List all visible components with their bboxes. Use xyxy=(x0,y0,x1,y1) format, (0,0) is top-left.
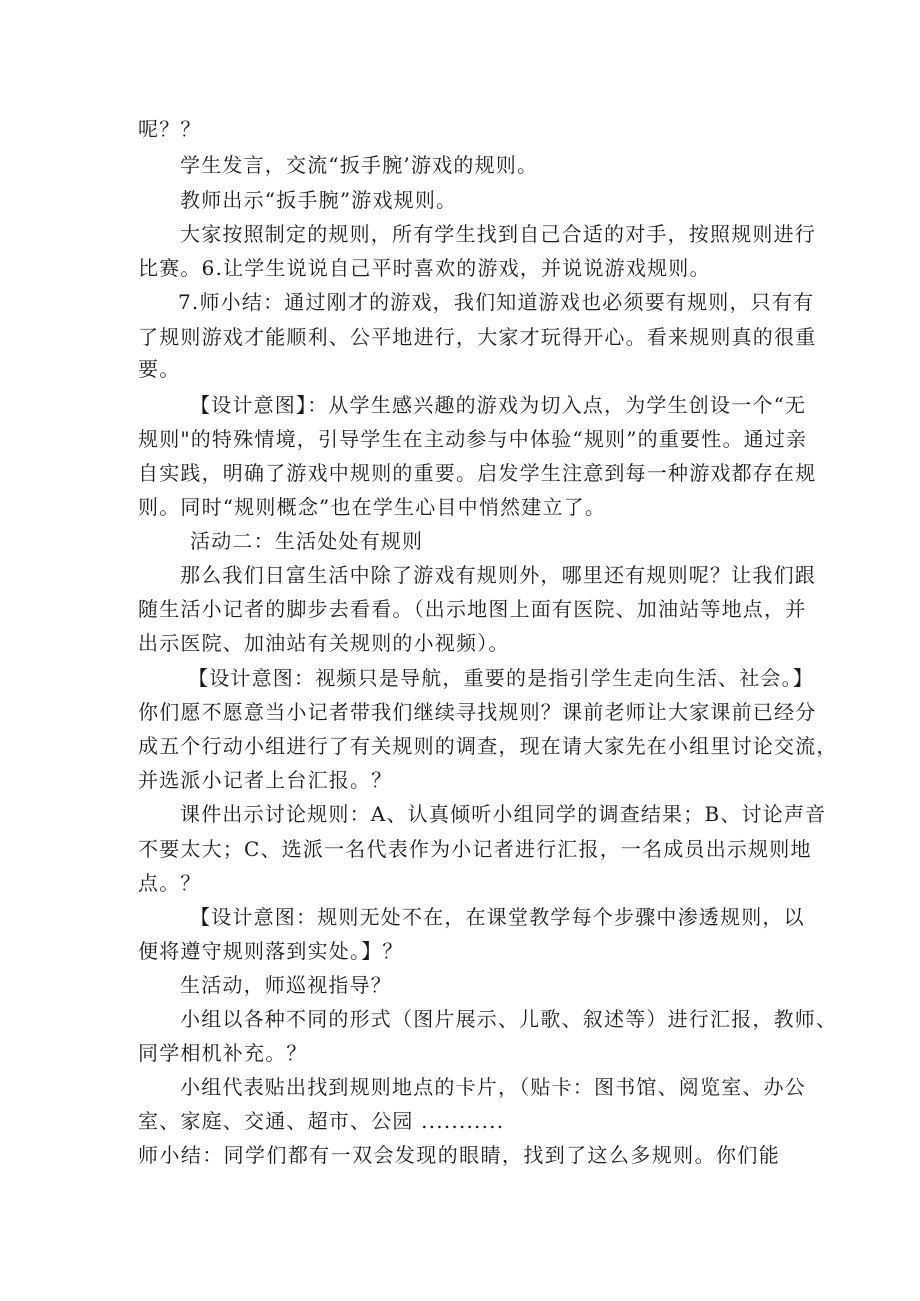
text-line: 呢？？ xyxy=(138,117,202,141)
text-line: 出示医院、加油站有关规则的小视频）。 xyxy=(138,631,510,655)
text-line: 【设计意图：视频只是导航，重要的是指引学生走向生活、社会。】 xyxy=(188,666,814,690)
text-line: 室、家庭、交通、超市、公园 ........... xyxy=(138,1109,505,1133)
text-line: 便将遵守规则落到实处。】？ xyxy=(138,939,404,963)
text-line: 自实践，明确了游戏中规则的重要。启发学生注意到每一种游戏都存在规 xyxy=(138,461,817,485)
text-line: 比赛。6.让学生说说自己平时喜欢的游戏，并说说游戏规则。 xyxy=(138,256,711,280)
text-line: 则。同时“规则概念”也在学生心目中悄然建立了。 xyxy=(138,495,607,519)
section-heading: 活动二：生活处处有规则 xyxy=(190,529,424,553)
text-line: 同学相机补充。？ xyxy=(138,1041,308,1065)
text-line: 规则"的特殊情境，引导学生在主动参与中体验“规则”的重要性。通过亲 xyxy=(138,427,808,451)
text-line: 并选派小记者上台汇报。？ xyxy=(138,768,393,792)
text-line: 学生发言，交流“扳手腕’游戏的规则。 xyxy=(180,153,539,177)
text-line: 小组代表贴出找到规则地点的卡片，（贴卡：图书馆、阅览室、办公 xyxy=(180,1075,806,1099)
text-line: 不要太大；C、选派一名代表作为小记者进行汇报，一名成员出示规则地 xyxy=(138,837,812,861)
text-line: 【设计意图：规则无处不在，在课堂教学每个步骤中渗透规则，以 xyxy=(190,905,805,929)
text-line: 随生活小记者的脚步去看看。（出示地图上面有医院、加油站等地点，并 xyxy=(138,597,807,621)
text-line: 7.师小结：通过刚才的游戏，我们知道游戏也必须要有规则，只有有 xyxy=(178,290,815,314)
text-line: 那么我们日富生活中除了游戏有规则外，哪里还有规则呢？让我们跟 xyxy=(180,563,816,587)
text-line: 了规则游戏才能顺利、公平地进行，大家才玩得开心。看来规则真的很重 xyxy=(138,325,817,349)
text-line: 教师出示“扳手腕”游戏规则。 xyxy=(180,188,458,212)
text-line: 要。 xyxy=(138,357,181,381)
text-line: 【设计意图】：从学生感兴趣的游戏为切入点，为学生创设一个“无 xyxy=(190,393,807,417)
text-line: 师小结：同学们都有一双会发现的眼睛，找到了这么多规则。你们能 xyxy=(138,1143,780,1167)
text-line: 大家按照制定的规则，所有学生找到自己合适的对手，按照规则进行 xyxy=(180,222,816,246)
text-line: 小组以各种不同的形式（图片展示、儿歌、叙述等）进行汇报，教师、 xyxy=(180,1007,838,1031)
text-line: 你们愿不愿意当小记者带我们继续寻找规则？课前老师让大家课前已经分 xyxy=(138,700,817,724)
text-line: 点。？ xyxy=(138,871,202,895)
text-line: 课件出示讨论规则：A、认真倾听小组同学的调查结果；B、讨论声音 xyxy=(180,802,827,826)
text-line: 成五个行动小组进行了有关规则的调查，现在请大家先在小组里讨论交流， xyxy=(138,734,838,758)
text-line: 生活动，师巡视指导？ xyxy=(180,973,392,997)
